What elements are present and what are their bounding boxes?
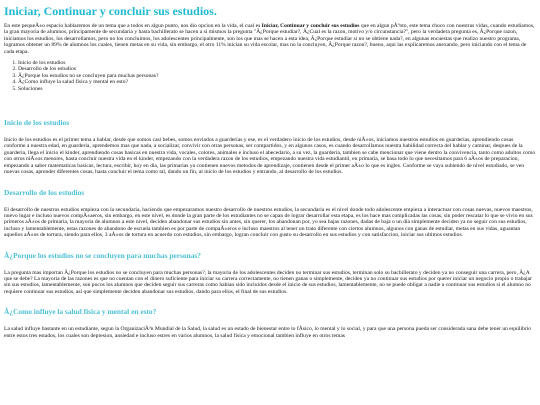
toc-item: 4. Â¿Como influye la salud fisica y mental en esto? — [18, 79, 536, 85]
intro-paragraph — [4, 23, 536, 55]
intro-text-start: En este pequeÃ±o espacio hablaremos de un tema que a todos en algun punto, nos dio opcion en la vida, el cual es — [4, 23, 262, 29]
toc-item: 1. Inicio de los estudios — [18, 60, 536, 66]
toc-item: 3. Â¿Porque los estudios no se concluyen para muchas personas? — [18, 73, 536, 79]
section-heading: Inicio de los estudios — [4, 118, 70, 128]
section-body: Inicio de los estudios es el primer tema a hablar, desde que somos casi bebes, somos enviados a guarderias y ese, es el verdadero inicio de los estudios, desde niÃ±os, iniciamos nuestros estudios en guarderias, aprendiendo cosas conforme a nuestra edad, en guarderia, aprendemos mas que nada, a socializar, convivir con otras personas, ser compartidos, y en algunos casos, es cuando desarrollamos nuestra habilidad correcta del hablar y caminar, despues de la guarderia, llega el inicio el kinder, aprendiendo cosas basicas en nuestra vida, vocales, colores, animales e incluso el abecedario, a su vez, la guarderia, tambien se cabe mencionar que viene dentro la convivencia, tanto como adultos como con otros niÃ±os menores, hasta concluir nuestra vida en el kinder, empezando con la verdadera razon de los estudios, empezando nuestra vida estudiantil, en primaria, se basa todo lo que necesitamos para 6 aÃ±os de preparacion, empezando a saber matematicas basicas, lectura, escribir, hoy en dia, las primarias ya contienen nuevos metodos de aprendizaje, contienen desde el primer aÃ±o lo que es ingles. Conforme se vaya subiendo de nivel estudiado, se ven nuevas cosas, aprender diferentes cosas, hasta concluir el tema como tal, dando un fin, al inicio de los estudios y entrando, al desarrollo de los estudios. — [4, 137, 536, 176]
intro-text-end: que en algun pÃºnto, este tema choco con nuestras vidas, cuando estudiamos, la gran mayoria de alumnos, principamente de secundaria y hasta bachillerato se hacen a si mismos la pregunta "Â¿Porque estudiar?, Â¿Cual es la razon, motivo y/o circunstancia?", pero la verdadera pregunta es, Â¿Porque razon, iniciamos los estudios, los desarrollamos, pero no los concluimos, los adolescentes principalmente, son los que mas se hacen a esta idea, Â¿Porque estudiar si no se obtiene nada?, en algunas encuestas que realizo nuestro programa, logramos obtener un 89% de alumnos los cuales, tienen metas en su vida, sin embargo, el otro 11% inician su vida escolar, mas no la concluyen, Â¿Porque razon?, bueno, aqui las explicaremos anexando, pero iniciando con el tema de cada etapa. — [4, 23, 535, 55]
toc-item: 5. Soluciones — [18, 86, 536, 92]
section-inicio — [4, 118, 536, 175]
toc-item: 2. Desarrollo de los estudios — [18, 66, 536, 72]
section-heading: Â¿Como influye la salud fisica y mental en esto? — [4, 307, 157, 317]
section-body: El desarrollo de nuestros estudios empieza con la secundaria, haciendo que empezaramos nuestro desarrollo de nuestros estudios, la secundaria es el nivel donde todo adolescente empieza a interactuar con cosas nuevas, nuevos maestros, nuevo lugar e incluso nuevos compÃ±aeros, sin embargo, en este nivel, es donde la gran parte de los estudiantes no se capan de lograr desarrollar esta etapa, es los hace mas complicadas las cosas, sin poder rescatar lo que se vivio en sus primeros aÃ±os de primaria, la mayoria de alumnos a este nivel, deciden abandonar sus estudios sin antes, sin querer, los abandonan por, yo sea bajas razones, dadas de baja o un dia simplemente deciden ya no seguir con sus estudios, incluso y lamentablemente, estas razones de abandono de escuela tambien es por parte de compaÃ±eros e incluso maestros al tener un trato diferente con ciertos alumnos, algunos con ganas de estudiar, metas en sus vidas, aguantan aquellos aÃ±os de tortura, siendo para ellos, 3 aÃ±os de tortura en acuerdo con estudios, sin embargo, logran concluir con gusto su desarrollo en sus estudios y con satisfaccion, iniciar sus ultimos estudios. — [4, 206, 533, 239]
section-body: La pregunta mas importan Â¿Porque los estudios no se concluyen para muchas personas?, la mayoria de los adolescentes deciden no terminar sus estudios, terminan solo su bachillerato y deciden ya no conseguir una carrera, pero, Â¿A que se debe? La mayoria de las razones es que no cuentan con el dinero suficiente para iniciar su carrera correctamente, no tienen ganas o simplemente, deciden ya no continuar sus estudios por querer iniciar un negocio propio o trabajar sin sus estudios, lamentablemente, son pocos los alumnos que deciden seguir sus carreras como habian sido incluidos desde el inicio de sus estudios, lamentablemente, no se puede obligar a nadie a continuar sus estudios si el alumno no requiere continuar sus estudios, asi que simplemente deciden abandonar sus estudios, dando para ellos, el final de sus estudios. — [4, 269, 532, 295]
section-desarrollo — [4, 188, 536, 239]
intro-bold-phrase: Iniciar, Continuar y concluir sus estudios — [261, 23, 360, 29]
section-porque — [4, 251, 536, 296]
page-title: Iniciar, Continuar y concluir sus estudios. — [4, 4, 217, 18]
table-of-contents — [18, 60, 536, 92]
section-heading: Desarrollo de los estudios — [4, 187, 85, 197]
section-salud — [4, 307, 536, 339]
section-body: La salud influye bastante en un estudiante, segun la OrganizaciÃ³n Mundial de la Salud, la salud es un estado de bienestar entre lo fÃsico, lo mental y lo social, y para que una persona pueda ser considerada sana debe tener un equilibrio entre estos tres estados, los cuales son depresion, ansiedad e incluso estres en varios alumnos, la salud fisica y emocional tambien influye en otros temas — [4, 326, 532, 339]
section-heading: Â¿Porque los estudios no se concluyen para muchas personas? — [4, 250, 201, 260]
